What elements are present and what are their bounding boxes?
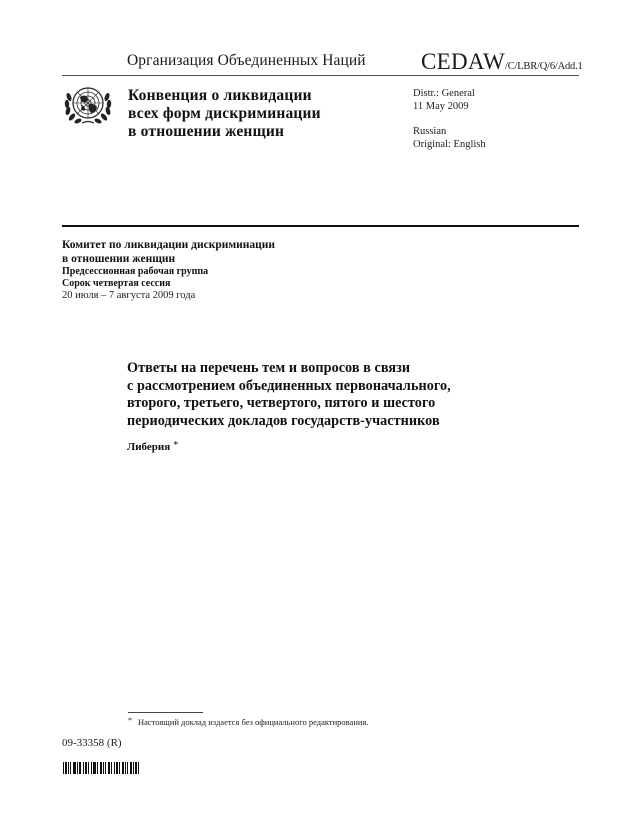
convention-title-line: всех форм дискриминации [128,105,321,122]
footnote-text: Настоящий доклад издается без официального редактирования. [138,717,369,727]
document-title-line: периодических докладов государств-участников [127,412,440,429]
committee-block [62,239,275,302]
footnote [128,716,368,727]
footnote-mark: * [128,716,132,725]
country-name [127,440,178,453]
original-language: Original: English [413,138,486,150]
convention-title [128,87,321,141]
distribution-type: Distr.: General [413,88,475,99]
footnote-divider [128,712,203,713]
document-number: 09-33358 (R) [62,737,122,749]
document-title-line: с рассмотрением объединенных первоначального, [127,377,451,394]
un-emblem-icon [62,83,114,125]
section-divider [62,225,579,227]
organization-name: Организация Объединенных Наций [127,52,366,69]
convention-title-line: Конвенция о ликвидации [128,87,312,104]
committee-name-line: Комитет по ликвидации дискриминации [62,239,276,251]
distribution-date: 11 May 2009 [413,100,469,112]
session-name: Сорок четвертая сессия [62,277,171,289]
session-dates: 20 июля – 7 августа 2009 года [62,290,196,301]
convention-title-line: в отношении женщин [128,123,285,140]
document-title-line: Ответы на перечень тем и вопросов в связи [127,360,411,376]
distribution-block [413,88,486,151]
document-language: Russian [413,126,447,137]
symbol-suffix: /C/LBR/Q/6/Add.1 [504,61,583,72]
working-group: Предсессионная рабочая группа [62,266,209,277]
symbol-main: CEDAW [421,49,505,74]
barcode-icon [63,762,139,774]
country-label: Либерия [127,441,171,453]
footnote-reference[interactable]: * [173,440,179,451]
committee-name-line: в отношении женщин [62,252,176,265]
header-divider [62,75,579,76]
document-title [127,360,451,430]
document-symbol [421,49,583,75]
document-title-line: второго, третьего, четвертого, пятого и шестого [127,395,436,412]
